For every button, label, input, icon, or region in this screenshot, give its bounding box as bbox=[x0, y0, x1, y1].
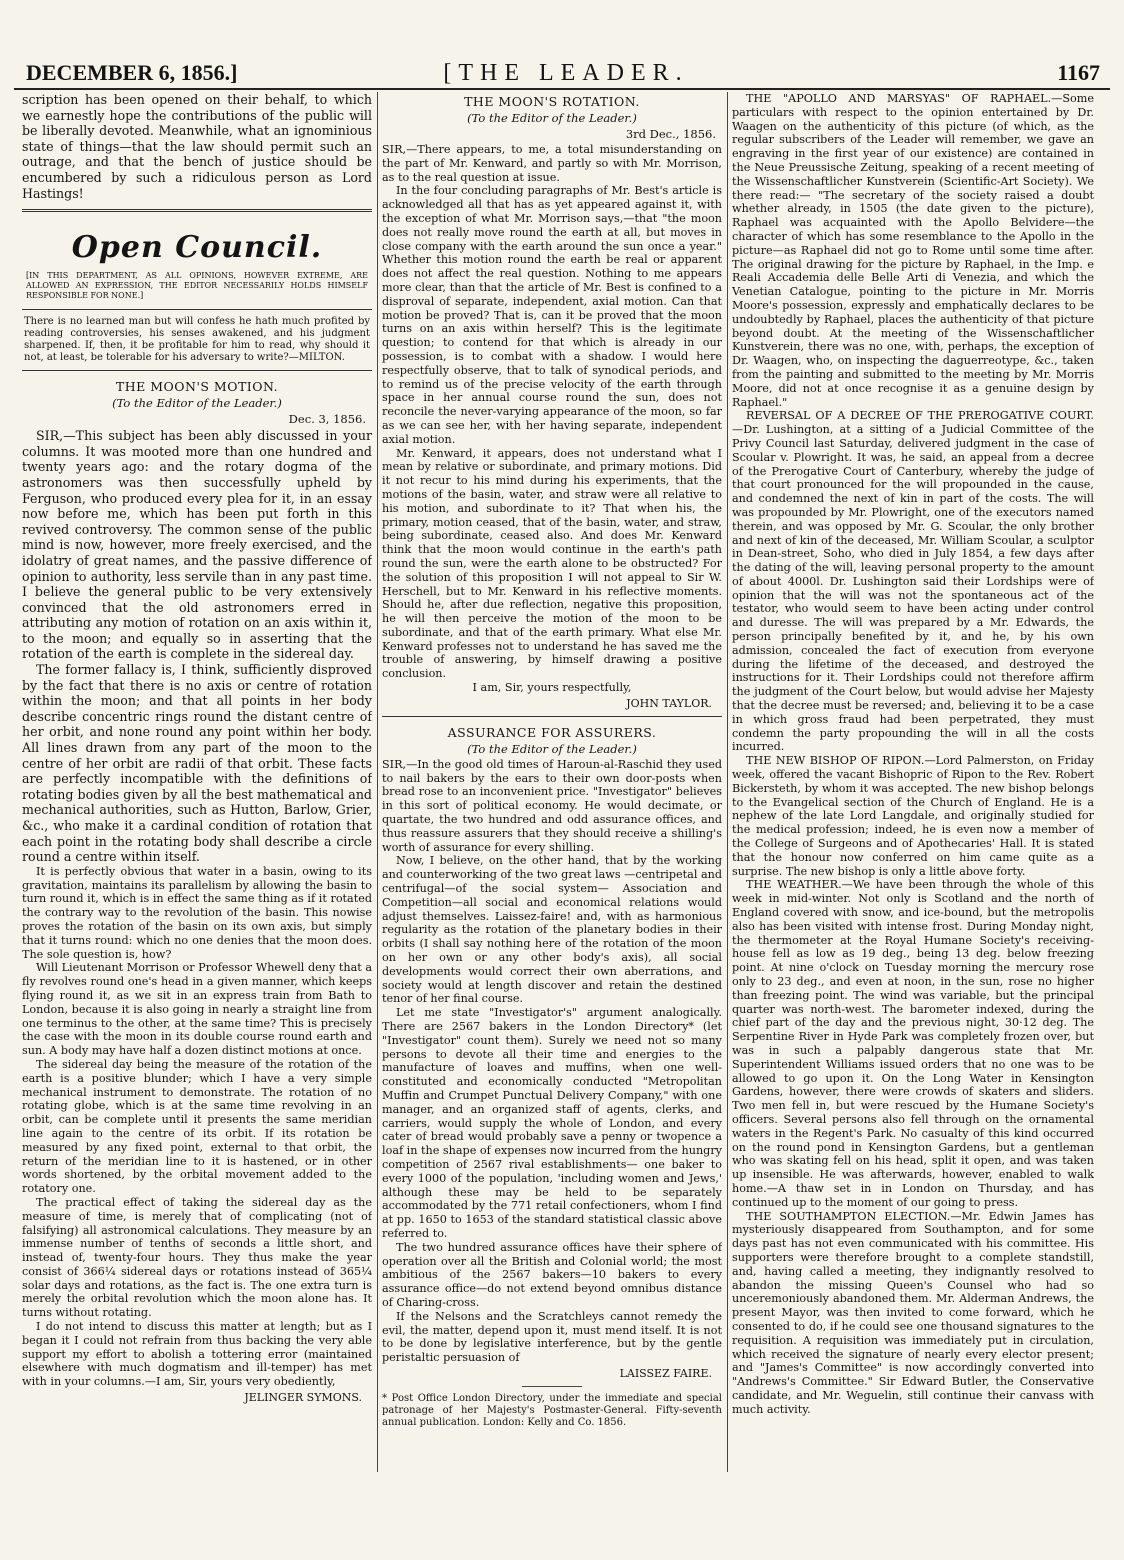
article-heading: ASSURANCE FOR ASSURERS. bbox=[447, 724, 657, 740]
article-paragraph: Now, I believe, on the other hand, that by the working and counterworking of the two great laws —centripetal and centrifugal—of the social system— Association and Competition—all social and economical relations would adjust themselves. Laissez-faire! and, with as harmonious regularity as the rotation of the planetary bodies in their orbits (I shall say nothing here of the rotation of the moon on her own or any other body's axis), all social developments would correct their own aberrations, and society would at length discover and retain the destined tenor of her final course. bbox=[382, 854, 722, 1006]
article-paragraph: The two hundred assurance offices have their sphere of operation over all the British and Colonial world; the most ambitious of the 2567 bakers—10 bakers to every assurance office—do not extend beyond omnibus distance of Charing-cross. bbox=[382, 1240, 722, 1309]
issue-date: DECEMBER 6, 1856.] bbox=[26, 60, 238, 85]
news-item-apollo-marsyas: THE "APOLLO AND MARSYAS" OF RAPHAEL.—Some particulars with respect to the opinion entertained by Dr. Waagen on the authenticity of this picture (of which, as the regular subscribers of the Leader will remember, we gave an engraving in the first year of our existence) are contained in the Neue Preussische Zeitung, speaking of a recent meeting of the Wissenschaftlicher Kunstverein (Scientific-Art Society). We there read:— "The secretary of the society raised a doubt whether already, in 1505 (the date given to the picture), Raphael was acquainted with the Apollo Belvidere—the character of which has some resemblance to the Apollo in the picture—as Raphael did not go to Rome until some time after. The original drawing for the picture by Raphael, in the Imp. e Reali Accademia delle Belle Arti di Venezia, and which the Venetian Catalogue, pointing to the picture in Mr. Morris Moore's possession, expressly and emphatically declares to be undoubtedly by Raphael, places the authenticity of that picture beyond doubt. At the meeting of the Wissenschaftlicher Kunstverein, there was no one, with, perhaps, the exception of Dr. Waagen, who, on inspecting the daguerreotype, &c., taken from the painting and submitted to the meeting by Mr. Morris Moore, did not at once recognise it as a genuine design by Raphael." bbox=[732, 92, 1094, 409]
article-paragraph: I do not intend to discuss this matter at length; but as I began it I could not refrain from thus backing the very able support my effort to abolish a tottering error (maintained elsewhere with much dogmatism and ill-temper) has met with in your columns.—I am, Sir, yours very obediently, bbox=[22, 1320, 372, 1389]
footnote-rule bbox=[522, 1386, 582, 1387]
article-heading: THE MOON'S ROTATION. bbox=[464, 94, 640, 109]
article-paragraph: The former fallacy is, I think, sufficiently disproved by the fact that there is no axis or centre of rotation within the moon; and that all points in her body describe concentric rings round the distant centre of her orbit, and none round any point within her body. All lines drawn from any part of the moon to the centre of her orbit are radii of that orbit. These facts are perfectly incompatible with the definitions of rotating bodies given by all the best mathematical and mechanical authorities, such as Hutton, Barlow, Grier, &c., who make it a cardinal condition of rotation that each point in the rotating body shall describe a circle round a centre within itself. bbox=[22, 662, 372, 865]
column-middle bbox=[382, 92, 722, 1502]
news-item-bishop-ripon: THE NEW BISHOP OF RIPON.—Lord Palmerston, on Friday week, offered the vacant Bishopric of Ripon to the Rev. Robert Bickersteth, by whom it was accepted. The new bishop belongs to the Evangelical section of the Church of England. He is a nephew of the late Lord Langdale, and originally studied for the medical profession; indeed, he is even now a member of the College of Surgeons and of Apothecaries' Hall. It is stated that the honour now conferred on him came quite as a surprise. The new bishop is only a little above forty. bbox=[732, 754, 1094, 878]
article-paragraph: SIR,—In the good old times of Haroun-al-Raschid they used to nail bakers by the ears to their own door-posts when bread rose to an inconvenient price. "Investigator" believes in this sort of political economy. He would decimate, or quartate, the two hundred and odd assurance offices, and thus reassure assurers that they should receive a shilling's worth of assurance for every shilling. bbox=[382, 757, 722, 854]
article-subheading: (To the Editor of the Leader.) bbox=[467, 741, 637, 756]
footnote: * Post Office London Directory, under the immediate and special patronage of her Majesty's Postmaster-General. Fifty-seventh annual publication. London: Kelly and Co. 1856. bbox=[382, 1392, 722, 1428]
article-paragraph: In the four concluding paragraphs of Mr. Best's article is acknowledged all that has as yet appeared against it, with the exception of what Mr. Morrison says,—that "the moon does not really move round the earth at all, but moves in close company with the earth around the sun once a year." Whether this motion round the earth be real or apparent does not affect the real question. Nothing to me appears more clear, than that the article of Mr. Best is confined to a disproval of separate, independent, axial motion. Can that motion be proved? That is, can it be proved that the moon turns on an axis within herself? This is the legitimate question; to contend for that which is already in our possession, is to combat with a shadow. I would here respectfully observe, that to talk of synodical periods, and to remind us of the precise velocity of the earth through space in her annual course round the sun, does not reconcile the never-varying appearance of the moon, so far as we can see her, with her having separate, independent axial motion. bbox=[382, 184, 722, 446]
article-signature: JELINGER SYMONS. bbox=[244, 1391, 362, 1405]
article-paragraph: SIR,—There appears, to me, a total misunderstanding on the part of Mr. Kenward, and partly so with Mr. Morrison, as to the real question at issue. bbox=[382, 143, 722, 184]
article-signature: JOHN TAYLOR. bbox=[626, 696, 712, 710]
page-number: 1167 bbox=[1057, 60, 1100, 85]
divider bbox=[22, 370, 372, 371]
open-council-title: Open Council. bbox=[71, 230, 323, 266]
news-item-southampton-election: THE SOUTHAMPTON ELECTION.—Mr. Edwin James has mysteriously disappeared from Southampton, and for some days past has not even communicated with his committee. His supporters were therefore brought to a complete standstill, and, having called a meeting, they indignantly resolved to abandon the missing Queen's Counsel who had so unceremoniously abandoned them. Mr. Alderman Andrews, the present Mayor, was then invited to come forward, which he consented to do, if he could see one thousand signatures to the requisition. A requisition was immediately put in circulation, which received the signature of nearly every elector present; and "James's Committee" is now accordingly converted into "Andrews's Committee." Sir Edward Butler, the Conservative candidate, and Mr. Weguelin, still continue their canvass with much activity. bbox=[732, 1209, 1094, 1416]
divider bbox=[22, 309, 372, 310]
article-paragraph: SIR,—This subject has been ably discussed in your columns. It was mooted more than one hundred and twenty years ago: and the rotary dogma of the astronomers was then successfully upheld by Ferguson, who produced every plea for it, in an essay now before me, which has been put forth in this revived controversy. The common sense of the public mind is now, however, more freely exercised, and the idolatry of great names, and the passive difference of opinion to authority, less servile than in any past time. I believe the general public to be very extensively convinced that the old astronomers erred in attributing any motion of rotation on an axis within it, to the moon; and equally so in asserting that the rotation of the earth is complete in the sidereal day. bbox=[22, 428, 372, 662]
masthead-title: [THE LEADER. bbox=[443, 60, 689, 86]
column-rule bbox=[377, 92, 378, 1472]
article-dateline: 3rd Dec., 1856. bbox=[625, 127, 716, 141]
open-council-note: [IN THIS DEPARTMENT, AS ALL OPINIONS, HOWEVER EXTREME, ARE ALLOWED AN EXPRESSION, THE EDITOR NECESSARILY HOLDS HIMSELF RESPONSIBLE FOR NONE.] bbox=[26, 271, 368, 301]
page-header bbox=[8, 60, 1108, 88]
article-paragraph: The sidereal day being the measure of the rotation of the earth is a positive blunder; which I have a very simple mechanical instrument to demonstrate. The rotation of no rotating globe, which is at the same time revolving in an orbit, can be complete until it presents the same meridian line again to the centre of its orbit. If its rotation be measured by any fixed point, external to that orbit, the return of the meridian line to it is hastened, or in other words shortened, by the orbital movement added to the rotatory one. bbox=[22, 1057, 372, 1196]
article-paragraph: It is perfectly obvious that water in a basin, owing to its gravitation, maintains its parallelism by allowing the basin to turn round it, which is in effect the same thing as if it rotated the contrary way to the revolution of the basin. This nowise proves the rotation of the basin on its own axis, but simply that it turns round: which no one denies that the moon does. The sole question is, how? bbox=[22, 864, 372, 961]
divider bbox=[382, 716, 722, 717]
column-right bbox=[732, 92, 1094, 1542]
article-paragraph: Mr. Kenward, it appears, does not understand what I mean by relative or subordinate, and primary motions. Did it not recur to his mind during his experiments, that the motions of the basin, water, and straw were all relative to his motion, and subordinate to it? That when his, the primary, motion ceased, that of the basin, water, and straw, being subordinate, ceased also. And does Mr. Kenward think that the moon would continue in the earth's path round the sun, were the earth alone to be obstructed? For the solution of this proposition I will not appeal to Sir W. Herschell, but to Mr. Kenward in his reflective moments. Should he, after due reflection, negative this proposition, he will then perceive the motion of the moon to be subordinate, and that of the earth primary. What else Mr. Kenward professes not to understand he has saved me the trouble of answering, by himself drawing a positive conclusion. bbox=[382, 446, 722, 681]
article-paragraph: Let me state "Investigator's" argument analogically. There are 2567 bakers in the London Directory* (let "Investigator" count them). Surely we need not so many persons to devote all their time and energies to the manufacture of loaves and muffins, when one well-constituted and economically conducted "Metropolitan Muffin and Crumpet Punctual Delivery Company," with one manager, and an organized staff of agents, clerks, and carriers, would supply the whole of London, and every cater of bread would probably save a penny or twopence a loaf in the shape of expenses now incurred from the hungry competition of 2567 rival establishments— one baker to every 1000 of the population, 'including women and Jews,' although these may be held to be separately accommodated by the 771 retail confectioners, whom I find at pp. 1650 to 1653 of the standard statistical classic above referred to. bbox=[382, 1006, 722, 1240]
article-paragraph: Will Lieutenant Morrison or Professor Whewell deny that a fly revolves round one's head in a given manner, which keeps flying round it, as we sit in an express train from Bath to London, because it is also going in nearly a straight line from one terminus to the other, at the same time? This is precisely the case with the moon in its double course round earth and sun. A body may have half a dozen distinct motions at once. bbox=[22, 961, 372, 1058]
intro-paragraph: scription has been opened on their behalf, to which we earnestly hope the contributions of the public will be liberally devoted. Meanwhile, what an ignominious state of things—that the law should permit such an outrage, and that the bench of justice should be encumbered by such a ridiculous person as Lord Hastings! bbox=[22, 92, 372, 201]
article-subheading: (To the Editor of the Leader.) bbox=[112, 396, 282, 411]
article-paragraph: If the Nelsons and the Scratchleys cannot remedy the evil, the matter, depend upon it, must mend itself. It is not to be done by legislative interference, but by the gentle peristaltic persuasion of bbox=[382, 1309, 722, 1365]
milton-quote: There is no learned man but will confess he hath much profited by reading controversies, his senses awakened, and his judgment sharpened. If, then, it be profitable for him to read, why should it not, at least, be tolerable for his adversary to write?—MILTON. bbox=[24, 316, 370, 364]
header-rule bbox=[14, 88, 1110, 90]
article-dateline: Dec. 3, 1856. bbox=[288, 412, 366, 427]
article-subheading: (To the Editor of the Leader.) bbox=[467, 111, 637, 125]
column-left bbox=[22, 92, 372, 1542]
article-paragraph: The practical effect of taking the sidereal day as the measure of time, is merely that of complicating (not of falsifying) all astronomical calculations. They measure by an immense number of tenths of seconds a little short, and instead of, twenty-four hours. They thus make the year consist of 366¼ sidereal days or rotations instead of 365¼ solar days and rotations, as the fact is. The one extra turn is merely the orbital revolution which the moon alone has. It turns without rotating. bbox=[22, 1195, 372, 1320]
section-divider bbox=[22, 209, 372, 212]
news-item-weather: THE WEATHER.—We have been through the whole of this week in mid-winter. Not only is Scotland and the north of England covered with snow, and ice-bound, but the metropolis also has been visited with intense frost. During Monday night, the thermometer at the Royal Humane Society's receiving-house fell as low as 19 deg., being 13 deg. below freezing point. At nine o'clock on Tuesday morning the mercury rose only to 23 deg., and even at noon, in the sun, rose no higher than freezing point. The wind was variable, but the principal quarter was north-west. The barometer indexed, during the chief part of the day and the previous night, 30·12 deg. The Serpentine River in Hyde Park was completely frozen over, but was in such a palpably dangerous state that Mr. Superintendent Williams issued orders that no one was to be allowed to go upon it. On the Long Water in Kensington Gardens, however, there were crowds of skaters and sliders. Two men fell in, but were rescued by the Humane Society's officers. Several persons also fell through on the ornamental waters in the Regent's Park. No casualty of this kind occurred on the round pond in Kensington Gardens, but a gentleman who was skating fell on his head, split it open, and was taken up insensible. He was afterwards, however, enabled to walk home.—A thaw set in in London on Thursday, and has continued up to the moment of our going to press. bbox=[732, 878, 1094, 1209]
news-item-prerogative-court: REVERSAL OF A DECREE OF THE PREROGATIVE COURT.—Dr. Lushington, at a sitting of a Judicial Committee of the Privy Council last Saturday, delivered judgment in the case of Scoular v. Plowright. It was, he said, an appeal from a decree of the Prerogative Court of Canterbury, whereby the judge of that court pronounced for the will propounded in the cause, and condemned the next of kin in part of the costs. The will was propounded by Mr. Plowright, one of the executors named therein, and was opposed by Mr. G. Scoular, the only brother and next of kin of the deceased, Mr. William Scoular, a sculptor in Dean-street, Soho, who died in July 1854, a few days after the dating of the will, leaving personal property to the amount of about 4000l. Dr. Lushington said their Lordships were of opinion that the will was not the spontaneous act of the testator, who would seem to have been acting under control and duresse. The will was prepared by a Mr. Edwards, the person principally benefited by it, and he, by his own admission, concealed the fact of execution from everyone during the lifetime of the deceased, and destroyed the instructions for it. Their Lordships could not therefore affirm the judgment of the Court below, but would advise her Majesty that the decree must be reversed; and, believing it to be a case in which gross fraud had been perpetrated, they must condemn the party propounding the will in all the costs incurred. bbox=[732, 409, 1094, 754]
article-signature: LAISSEZ FAIRE. bbox=[619, 1366, 712, 1380]
article-closing: I am, Sir, yours respectfully, bbox=[472, 681, 632, 695]
column-rule bbox=[727, 92, 728, 1472]
article-heading: THE MOON'S MOTION. bbox=[115, 379, 279, 395]
